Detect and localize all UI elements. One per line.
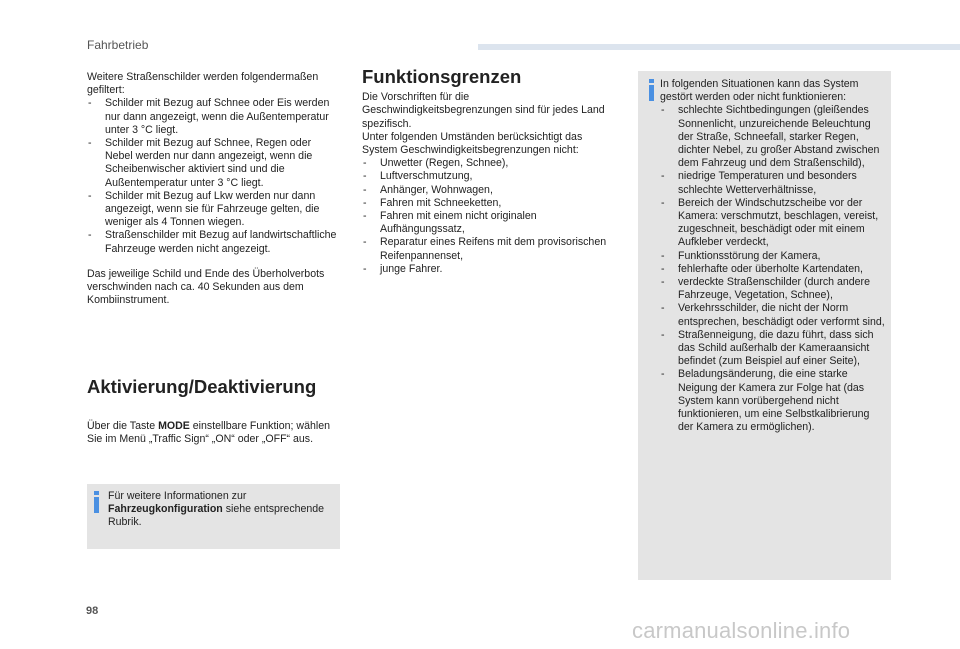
list-item: - Straßenschilder mit Bezug auf landwirtschaftliche Fahrzeuge werden nicht angezeigt. — [87, 229, 339, 255]
bold-term: Fahrzeugkonfiguration — [108, 503, 223, 516]
list-item: - Bereich der Windschutzscheibe vor der Kamera: verschmutzt, beschlagen, vereist, zugeschneit, beschädigt oder mit einem Aufkleber verdeckt, — [660, 197, 886, 250]
filter-list — [87, 97, 339, 255]
list-item: - junge Fahrer. — [362, 263, 618, 276]
list-item: - Fahren mit einem nicht originalen Aufhängungssatz, — [362, 210, 618, 236]
list-item: - Verkehrsschilder, die nicht der Norm entsprechen, beschädigt oder verformt sind, — [660, 302, 886, 328]
list-item: - niedrige Temperaturen und besonders schlechte Wetterverhältnisse, — [660, 170, 886, 196]
section-title: Fahrbetrieb — [87, 38, 149, 52]
funktionsgrenzen-column — [362, 66, 618, 276]
list-item: - Straßenneigung, die dazu führt, dass sich das Schild außerhalb der Kameraansicht befindet (zum Beispiel auf einer Seite), — [660, 329, 886, 369]
filter-column — [87, 71, 339, 307]
funktionsgrenzen-p2: Unter folgenden Umständen berücksichtigt das System Geschwindigkeitsbegrenzungen nicht: — [362, 130, 583, 157]
list-item: - fehlerhafte oder überholte Kartendaten, — [660, 263, 886, 276]
list-item: - Beladungsänderung, die eine starke Neigung der Kamera zur Folge hat (das System kann vorübergehend nicht funktionieren, um eine Selbstkalibrierung der Kamera zu ermöglichen). — [660, 368, 886, 434]
info-icon — [649, 85, 654, 101]
filter-intro: Weitere Straßenschilder werden folgendermaßen gefiltert: — [87, 71, 319, 97]
text-span: einstellbare Funktion; wählen Sie im Menü „Traffic Sign“ „ON“ oder „OFF“ aus. — [87, 419, 330, 445]
list-item: - verdeckte Straßenschilder (durch andere Fahrzeuge, Vegetation, Schnee), — [660, 276, 886, 302]
info-box-config — [87, 484, 340, 549]
list-item: - Reparatur eines Reifens mit dem provisorischen Reifenpannenset, — [362, 236, 618, 262]
aktivierung-text — [87, 420, 342, 446]
header-bar — [478, 44, 960, 50]
list-item: - Anhänger, Wohnwagen, — [362, 184, 618, 197]
text-span: Über die Taste — [87, 419, 159, 432]
list-item: - Unwetter (Regen, Schnee), — [362, 157, 618, 170]
list-item: - Funktionsstörung der Kamera, — [660, 250, 886, 263]
filter-paragraph: Das jeweilige Schild und Ende des Überholverbots verschwinden nach ca. 40 Sekunden aus dem Kombiinstrument. — [87, 267, 325, 307]
watermark: carmanualsonline.info — [632, 618, 851, 643]
info-icon — [94, 497, 99, 513]
heading-aktivierung: Aktivierung/Deaktivierung — [87, 376, 317, 397]
limits-list — [362, 157, 618, 276]
list-item: - Schilder mit Bezug auf Schnee, Regen oder Nebel werden nur dann angezeigt, wenn die Scheibenwischer aktiviert sind und die Außentemperatur unter 3 °C liegt. — [87, 137, 339, 190]
page-number: 98 — [86, 605, 99, 617]
list-item: - schlechte Sichtbedingungen (gleißendes Sonnenlicht, unzureichende Beleuchtung der Straße, Schneefall, starker Regen, dichter Nebel, zu großer Abstand zwischen dem Fahrzeug und dem Straßenschild), — [660, 104, 886, 170]
disturbance-list — [660, 104, 886, 434]
list-item: - Luftverschmutzung, — [362, 170, 618, 183]
text-span: siehe entsprechende Rubrik. — [108, 503, 325, 529]
list-item: - Schilder mit Bezug auf Lkw werden nur dann angezeigt, wenn sie für Fahrzeuge gelten, die weniger als 4 Tonnen wiegen. — [87, 190, 339, 230]
list-item: - Fahren mit Schneeketten, — [362, 197, 618, 210]
heading-funktionsgrenzen: Funktionsgrenzen — [362, 66, 522, 87]
text-span: Für weitere Informationen zur — [108, 490, 247, 502]
info-text — [108, 490, 336, 530]
info-intro: In folgenden Situationen kann das System gestört werden oder nicht funktionieren: — [660, 78, 859, 104]
info-box-disturbances — [638, 71, 891, 580]
list-item: - Schilder mit Bezug auf Schnee oder Eis werden nur dann angezeigt, wenn die Außentemperatur unter 3 °C liegt. — [87, 97, 339, 137]
info-text — [660, 78, 886, 434]
funktionsgrenzen-p1: Die Vorschriften für die Geschwindigkeitsbegrenzungen sind für jedes Land spezifisch. — [362, 91, 605, 130]
mode-key-label: MODE — [158, 419, 190, 432]
